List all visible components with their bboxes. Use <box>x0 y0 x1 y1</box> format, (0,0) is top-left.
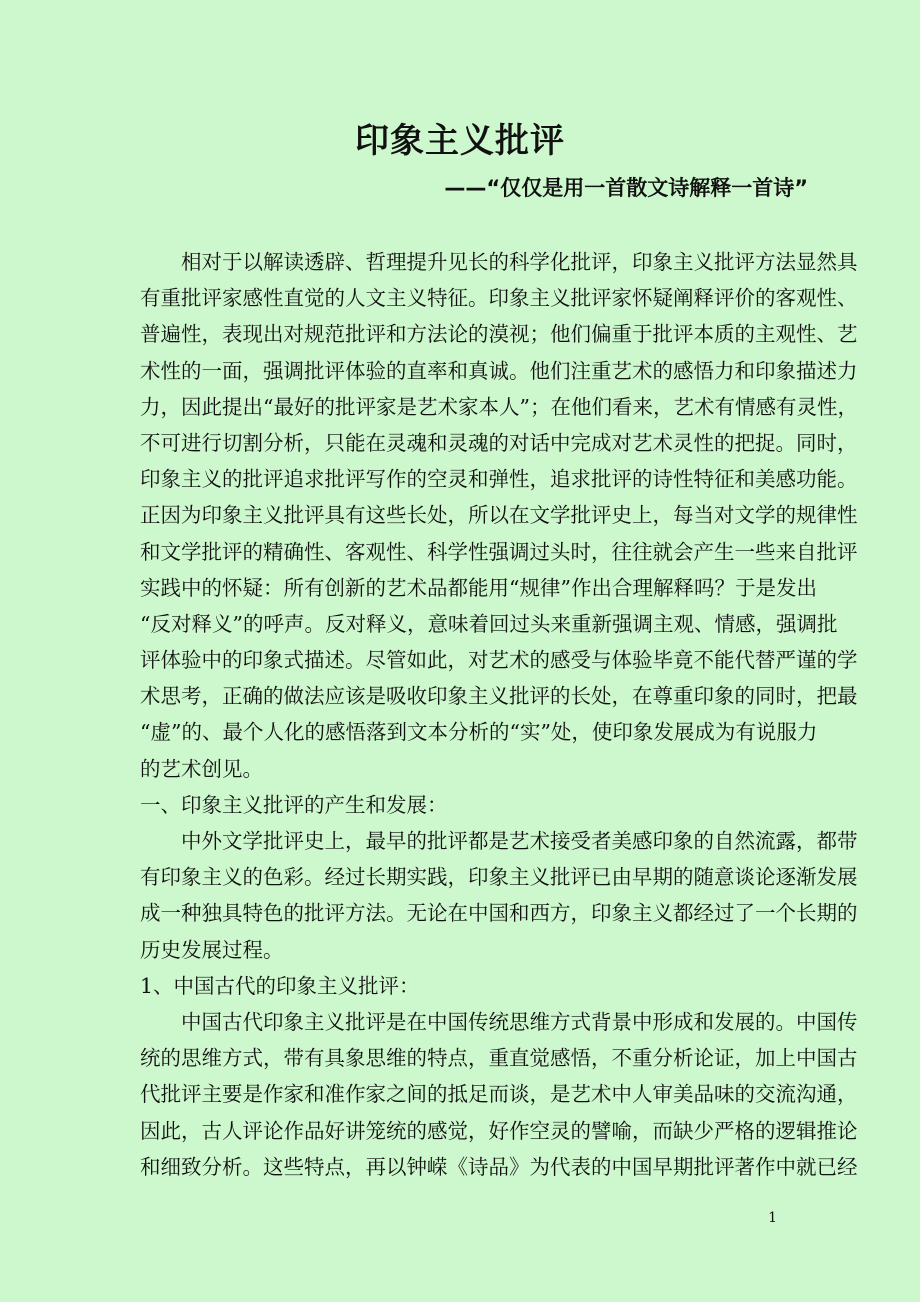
text-line: 统的思维方式，带有具象思维的特点，重直觉感悟，不重分析论证，加上中国古 <box>140 1046 858 1071</box>
text-line: 相对于以解读透辟、哲理提升见长的科学化批评，印象主义批评方法显然具 <box>181 250 858 274</box>
document-title: 印象主义批评 <box>355 121 565 161</box>
text-line: 成一种独具特色的批评方法。无论在中国和西方，印象主义都经过了一个长期的 <box>140 901 858 926</box>
text-line: 有印象主义的色彩。经过长期实践，印象主义批评已由早期的随意谈论逐渐发展 <box>140 865 858 890</box>
text-line: 和文学批评的精确性、客观性、科学性强调过头时，往往就会产生一些来自批评 <box>140 539 858 564</box>
document-body <box>140 244 858 1185</box>
text-line: 代批评主要是作家和准作家之间的抵足而谈，是艺术中人审美品味的交流沟通， <box>140 1082 858 1107</box>
text-line: 1、中国古代的印象主义批评： <box>140 973 420 998</box>
text-line: 一、印象主义批评的产生和发展： <box>140 792 448 817</box>
text-line: 正因为印象主义批评具有这些长处，所以在文学批评史上，每当对文学的规律性 <box>140 503 858 528</box>
document-subtitle: ——“仅仅是用一首散文诗解释一首诗” <box>444 176 808 200</box>
text-line: 中外文学批评史上，最早的批评都是艺术接受者美感印象的自然流露，都带 <box>181 829 858 853</box>
text-line: 力，因此提出“最好的批评家是艺术家本人”；在他们看来，艺术有情感有灵性， <box>140 394 858 419</box>
text-line: 中国古代印象主义批评是在中国传统思维方式背景中形成和发展的。中国传 <box>181 1009 858 1034</box>
text-line: 历史发展过程。 <box>140 937 284 962</box>
text-line: 印象主义的批评追求批评写作的空灵和弹性，追求批评的诗性特征和美感功能。 <box>140 467 858 492</box>
page-number: 1 <box>768 1210 777 1226</box>
text-line: 实践中的怀疑：所有创新的艺术品都能用“规律”作出合理解释吗？于是发出 <box>140 575 817 600</box>
text-line: “虚”的、最个人化的感悟落到文本分析的“实”处，使印象发展成为有说服力 <box>140 720 818 745</box>
text-line: 和细致分析。这些特点，再以钟嵘《诗品》为代表的中国早期批评著作中就已经 <box>140 1154 858 1179</box>
text-line: 因此，古人评论作品好讲笼统的感觉，好作空灵的譬喻，而缺少严格的逻辑推论 <box>140 1118 858 1143</box>
text-line: “反对释义”的呼声。反对释义，意味着回过头来重新强调主观、情感，强调批 <box>140 611 838 636</box>
text-line: 普遍性，表现出对规范批评和方法论的漠视；他们偏重于批评本质的主观性、艺 <box>140 322 858 347</box>
text-line: 的艺术创见。 <box>140 756 263 781</box>
text-line: 术思考，正确的做法应该是吸收印象主义批评的长处，在尊重印象的同时，把最 <box>140 684 858 709</box>
text-line: 评体验中的印象式描述。尽管如此，对艺术的感受与体验毕竟不能代替严谨的学 <box>140 648 858 673</box>
text-line: 有重批评家感性直觉的人文主义特征。印象主义批评家怀疑阐释评价的客观性、 <box>140 286 858 311</box>
text-line: 不可进行切割分析，只能在灵魂和灵魂的对话中完成对艺术灵性的把捉。同时， <box>140 430 858 455</box>
text-line: 术性的一面，强调批评体验的直率和真诚。他们注重艺术的感悟力和印象描述力 <box>140 358 858 383</box>
